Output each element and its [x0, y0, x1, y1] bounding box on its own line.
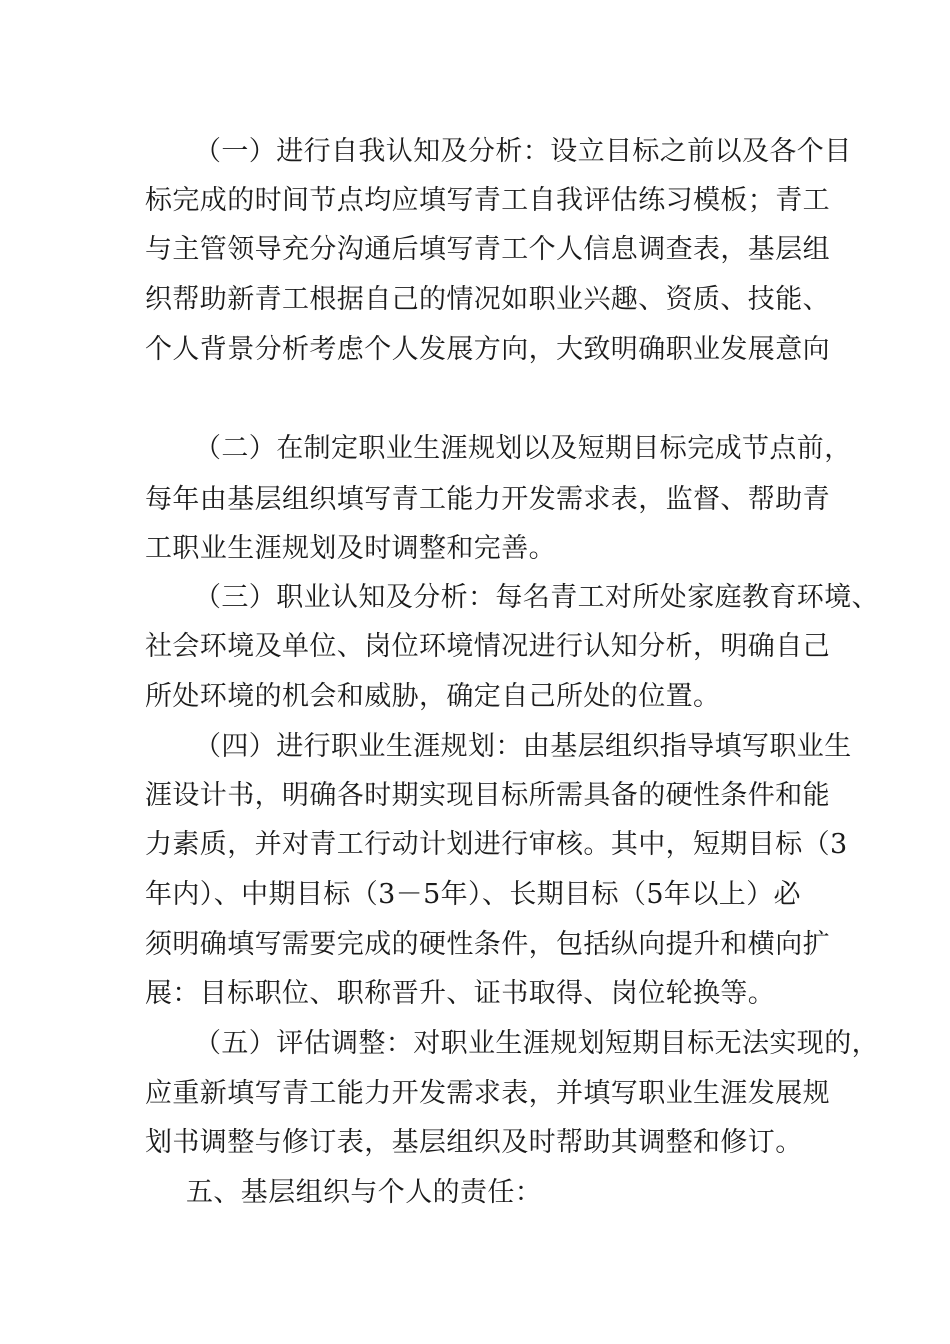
- paragraph-4-line-6: 展：目标职位、职称晋升、证书取得、岗位轮换等。: [145, 978, 776, 1009]
- paragraph-4-line-5: 须明确填写需要完成的硬性条件，包括纵向提升和横向扩: [145, 929, 830, 960]
- paragraph-5-line-3: 划书调整与修订表，基层组织及时帮助其调整和修订。: [145, 1127, 803, 1158]
- paragraph-3-line-1: （三）职业认知及分析：每名青工对所处家庭教育环境、: [194, 582, 879, 613]
- paragraph-2-line-3: 工职业生涯规划及时调整和完善。: [145, 533, 556, 564]
- paragraph-5-line-1: （五）评估调整：对职业生涯规划短期目标无法实现的，: [194, 1028, 879, 1059]
- paragraph-1-line-5: 个人背景分析考虑个人发展方向，大致明确职业发展意向: [145, 334, 830, 365]
- paragraph-1-line-3: 与主管领导充分沟通后填写青工个人信息调查表，基层组: [145, 234, 830, 265]
- paragraph-4-line-3: 力素质，并对青工行动计划进行审核。其中，短期目标（3: [145, 829, 848, 860]
- paragraph-3-line-3: 所处环境的机会和威胁，确定自己所处的位置。: [145, 681, 721, 712]
- section-heading: 五、基层组织与个人的责任：: [186, 1177, 543, 1208]
- paragraph-1-line-4: 织帮助新青工根据自己的情况如职业兴趣、资质、技能、: [145, 284, 830, 315]
- paragraph-5-line-2: 应重新填写青工能力开发需求表，并填写职业生涯发展规: [145, 1078, 830, 1109]
- paragraph-3-line-2: 社会环境及单位、岗位环境情况进行认知分析，明确自己: [145, 631, 830, 662]
- paragraph-4-line-1: （四）进行职业生涯规划：由基层组织指导填写职业生: [194, 731, 852, 762]
- paragraph-2-line-2: 每年由基层组织填写青工能力开发需求表，监督、帮助青: [145, 484, 830, 515]
- paragraph-1-line-1: （一）进行自我认知及分析：设立目标之前以及各个目: [194, 136, 852, 167]
- paragraph-1-line-2: 标完成的时间节点均应填写青工自我评估练习模板；青工: [145, 185, 830, 216]
- paragraph-4-line-2: 涯设计书，明确各时期实现目标所需具备的硬性条件和能: [145, 780, 830, 811]
- paragraph-2-line-1: （二）在制定职业生涯规划以及短期目标完成节点前，: [194, 433, 852, 464]
- paragraph-4-line-4: 年内）、中期目标（3－5年）、长期目标（5年以上）必: [145, 879, 801, 910]
